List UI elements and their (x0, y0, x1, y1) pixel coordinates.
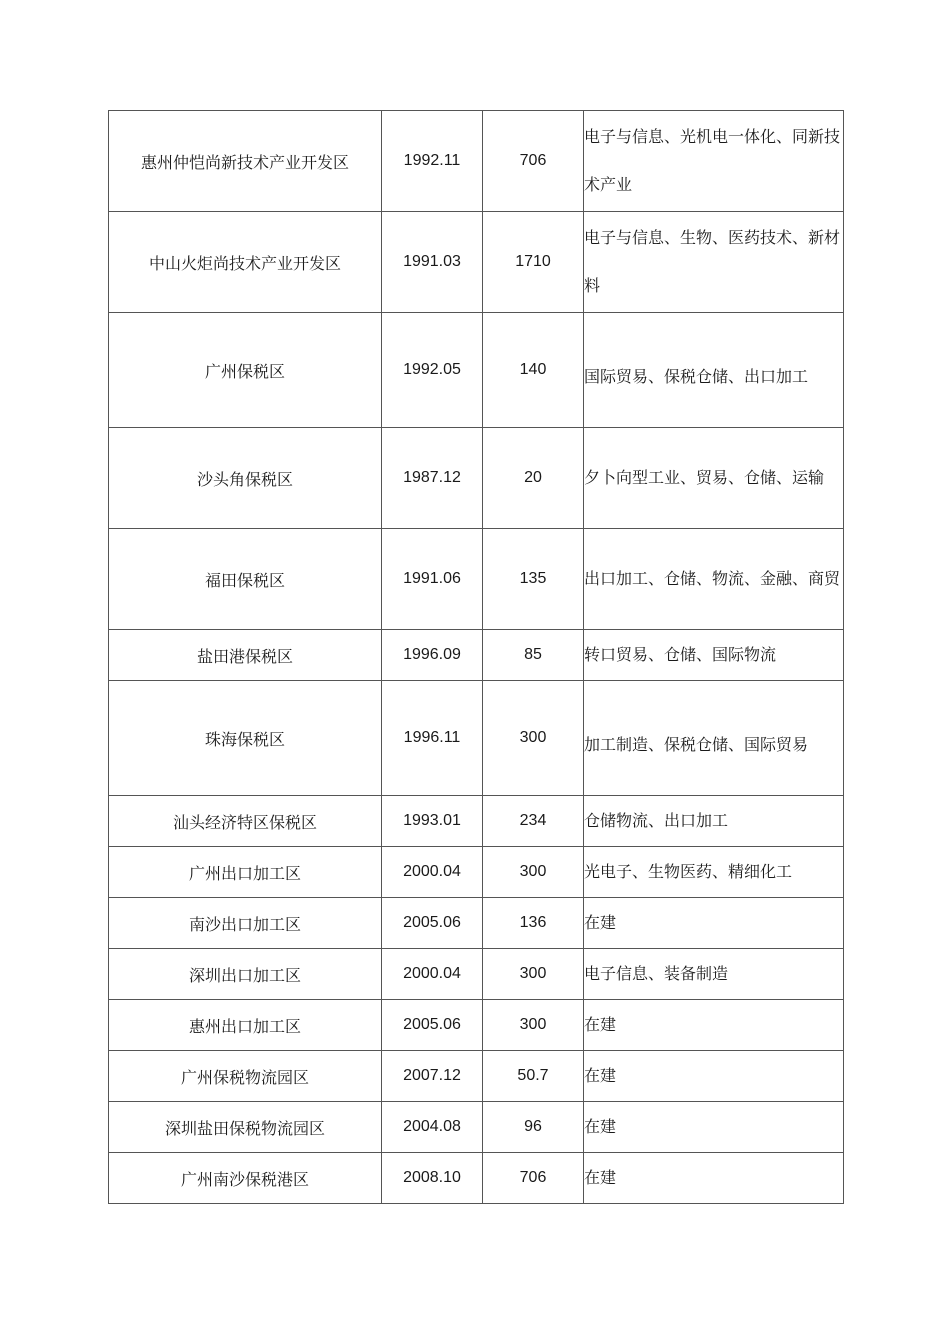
established-date-cell: 2000.04 (382, 949, 483, 1000)
area-cell: 96 (483, 1102, 584, 1153)
table-row (109, 212, 844, 313)
established-date-cell: 1991.06 (382, 529, 483, 630)
zone-name-cell: 福田保税区 (109, 529, 382, 630)
zone-name-cell: 沙头角保税区 (109, 428, 382, 529)
zone-name-cell: 深圳盐田保税物流园区 (109, 1102, 382, 1153)
area-cell: 300 (483, 949, 584, 1000)
industry-cell: 夕卜向型工业、贸易、仓储、运输 (584, 428, 844, 529)
industry-cell: 在建 (584, 1051, 844, 1102)
established-date-cell: 2005.06 (382, 898, 483, 949)
established-date-cell: 1991.03 (382, 212, 483, 313)
area-cell: 300 (483, 1000, 584, 1051)
area-cell: 20 (483, 428, 584, 529)
table-row (109, 529, 844, 630)
established-date-cell: 2005.06 (382, 1000, 483, 1051)
zone-name-cell: 广州保税区 (109, 313, 382, 428)
table-row (109, 313, 844, 428)
table-row (109, 681, 844, 796)
area-cell: 706 (483, 1153, 584, 1204)
industry-cell: 在建 (584, 1153, 844, 1204)
established-date-cell: 1987.12 (382, 428, 483, 529)
area-cell: 300 (483, 847, 584, 898)
area-cell: 706 (483, 111, 584, 212)
table-row (109, 898, 844, 949)
industry-cell: 电子与信息、生物、医药技术、新材料 (584, 212, 844, 313)
established-date-cell: 1992.05 (382, 313, 483, 428)
zone-name-cell: 惠州出口加工区 (109, 1000, 382, 1051)
zone-name-cell: 广州保税物流园区 (109, 1051, 382, 1102)
table-row (109, 630, 844, 681)
industry-cell: 加工制造、保税仓储、国际贸易 (584, 681, 844, 796)
industry-cell: 在建 (584, 1000, 844, 1051)
area-cell: 135 (483, 529, 584, 630)
zones-table (108, 110, 844, 1204)
zone-name-cell: 汕头经济特区保税区 (109, 796, 382, 847)
industry-cell: 光电子、生物医药、精细化工 (584, 847, 844, 898)
area-cell: 140 (483, 313, 584, 428)
zone-name-cell: 盐田港保税区 (109, 630, 382, 681)
established-date-cell: 1996.09 (382, 630, 483, 681)
established-date-cell: 2004.08 (382, 1102, 483, 1153)
industry-cell: 转口贸易、仓储、国际物流 (584, 630, 844, 681)
table-row (109, 111, 844, 212)
table-row (109, 1000, 844, 1051)
zone-name-cell: 广州出口加工区 (109, 847, 382, 898)
established-date-cell: 2000.04 (382, 847, 483, 898)
industry-cell: 电子信息、装备制造 (584, 949, 844, 1000)
industry-cell: 仓储物流、出口加工 (584, 796, 844, 847)
zones-table-body (109, 111, 844, 1204)
table-row (109, 1153, 844, 1204)
zone-name-cell: 南沙出口加工区 (109, 898, 382, 949)
industry-cell: 出口加工、仓储、物流、金融、商贸 (584, 529, 844, 630)
table-row (109, 949, 844, 1000)
zone-name-cell: 珠海保税区 (109, 681, 382, 796)
industry-cell: 在建 (584, 1102, 844, 1153)
zone-name-cell: 广州南沙保税港区 (109, 1153, 382, 1204)
industry-cell: 国际贸易、保税仓储、出口加工 (584, 313, 844, 428)
area-cell: 136 (483, 898, 584, 949)
established-date-cell: 1993.01 (382, 796, 483, 847)
industry-cell: 电子与信息、光机电一体化、同新技术产业 (584, 111, 844, 212)
established-date-cell: 1992.11 (382, 111, 483, 212)
table-row (109, 847, 844, 898)
area-cell: 85 (483, 630, 584, 681)
zone-name-cell: 深圳出口加工区 (109, 949, 382, 1000)
zone-name-cell: 中山火炬尚技术产业开发区 (109, 212, 382, 313)
established-date-cell: 2008.10 (382, 1153, 483, 1204)
industry-cell: 在建 (584, 898, 844, 949)
established-date-cell: 1996.11 (382, 681, 483, 796)
zone-name-cell: 惠州仲恺尚新技术产业开发区 (109, 111, 382, 212)
table-row (109, 1051, 844, 1102)
area-cell: 234 (483, 796, 584, 847)
area-cell: 1710 (483, 212, 584, 313)
established-date-cell: 2007.12 (382, 1051, 483, 1102)
table-row (109, 428, 844, 529)
table-row (109, 796, 844, 847)
table-row (109, 1102, 844, 1153)
area-cell: 300 (483, 681, 584, 796)
area-cell: 50.7 (483, 1051, 584, 1102)
